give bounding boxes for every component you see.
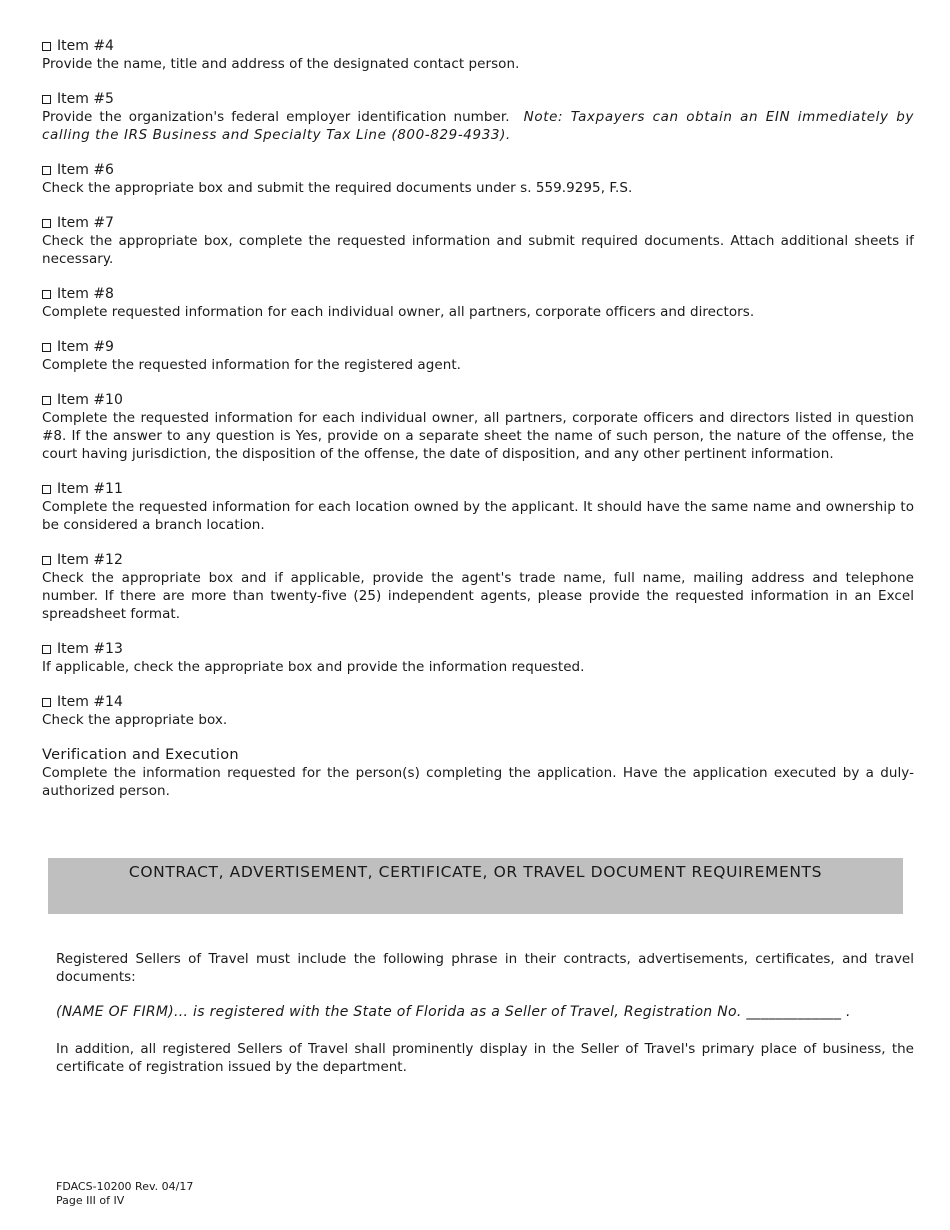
instruction-item-5 [42, 90, 914, 144]
item-heading [42, 90, 914, 108]
instruction-item-13 [42, 640, 914, 676]
item-label: Item #8 [57, 286, 114, 302]
item-description: If applicable, check the appropriate box and provide the information requested. [42, 659, 585, 675]
item-description: Complete the requested information for each individual owner, all partners, corporate officers and directors listed in question #8. If the answer to any question is Yes, provide on a separate sheet the name of such person, the nature of the offense, the court having jurisdiction, the disposition of the offense, the date of disposition, and any other pertinent information. [42, 410, 914, 462]
checkbox-icon [42, 219, 51, 228]
instruction-item-7 [42, 214, 914, 268]
item-label: Item #5 [57, 91, 114, 107]
instruction-item-10 [42, 391, 914, 463]
item-heading [42, 37, 914, 55]
instruction-item-4 [42, 37, 914, 73]
item-label: Item #14 [57, 694, 123, 710]
verification-description: Complete the information requested for the person(s) completing the application. Have the application executed by a duly-authorized person. [42, 765, 914, 799]
requirements-intro: Registered Sellers of Travel must include the following phrase in their contracts, advertisements, certificates, and travel documents: [56, 951, 914, 985]
item-description: Check the appropriate box and if applicable, provide the agent's trade name, full name, mailing address and telephone number. If there are more than twenty-five (25) independent agents, please provide the requested information in an Excel spreadsheet format. [42, 570, 914, 622]
item-label: Item #9 [57, 339, 114, 355]
item-description: Provide the name, title and address of the designated contact person. [42, 56, 520, 72]
checkbox-icon [42, 42, 51, 51]
item-description: Check the appropriate box and submit the required documents under s. 559.9295, F.S. [42, 180, 633, 196]
item-description: Complete the requested information for each location owned by the applicant. It should have the same name and ownership to be considered a branch location. [42, 499, 914, 533]
checkbox-icon [42, 396, 51, 405]
item-heading [42, 480, 914, 498]
item-label: Item #4 [57, 38, 114, 54]
checkbox-icon [42, 698, 51, 707]
item-label: Item #7 [57, 215, 114, 231]
item-heading [42, 693, 914, 711]
required-phrase: (NAME OF FIRM)... is registered with the State of Florida as a Seller of Travel, Registration No. _____________ . [56, 1004, 851, 1020]
page-number: Page III of IV [56, 1194, 125, 1207]
requirements-title: CONTRACT, ADVERTISEMENT, CERTIFICATE, OR TRAVEL DOCUMENT REQUIREMENTS [128, 863, 823, 881]
checkbox-icon [42, 290, 51, 299]
instruction-item-11 [42, 480, 914, 534]
item-label: Item #12 [57, 552, 123, 568]
requirements-addition: In addition, all registered Sellers of Travel shall prominently display in the Seller of Travel's primary place of business, the certificate of registration issued by the department. [56, 1041, 914, 1075]
instruction-item-12 [42, 551, 914, 623]
item-description: Complete requested information for each individual owner, all partners, corporate officers and directors. [42, 304, 755, 320]
checkbox-icon [42, 166, 51, 175]
item-description: Complete the requested information for the registered agent. [42, 357, 462, 373]
page-footer [56, 1180, 193, 1208]
checkbox-icon [42, 556, 51, 565]
item-label: Item #11 [57, 481, 123, 497]
item-description: Check the appropriate box. [42, 712, 228, 728]
checkbox-icon [42, 645, 51, 654]
item-heading [42, 338, 914, 356]
instruction-item-9 [42, 338, 914, 374]
item-heading [42, 640, 914, 658]
checkbox-icon [42, 95, 51, 104]
item-heading [42, 161, 914, 179]
verification-section [42, 746, 914, 800]
requirements-body [56, 950, 914, 1076]
requirements-banner [48, 858, 903, 914]
item-description [42, 108, 914, 144]
instruction-item-6 [42, 161, 914, 197]
instruction-item-8 [42, 285, 914, 321]
instructions-list [42, 37, 914, 817]
item-heading [42, 551, 914, 569]
item-description: Check the appropriate box, complete the requested information and submit required documents. Attach additional sheets if necessary. [42, 233, 914, 267]
checkbox-icon [42, 343, 51, 352]
item-description-text: Provide the organization's federal employer identification number. [42, 109, 510, 125]
item-label: Item #13 [57, 641, 123, 657]
instruction-item-14 [42, 693, 914, 729]
form-number: FDACS-10200 Rev. 04/17 [56, 1180, 194, 1193]
item-heading [42, 391, 914, 409]
verification-heading: Verification and Execution [42, 747, 239, 763]
item-heading [42, 285, 914, 303]
ein-note: Note: Taxpayers can obtain an EIN immediately by calling the IRS Business and Specialty Tax Line (800-829-4933). [42, 109, 914, 143]
item-label: Item #10 [57, 392, 123, 408]
item-label: Item #6 [57, 162, 114, 178]
item-heading [42, 214, 914, 232]
checkbox-icon [42, 485, 51, 494]
